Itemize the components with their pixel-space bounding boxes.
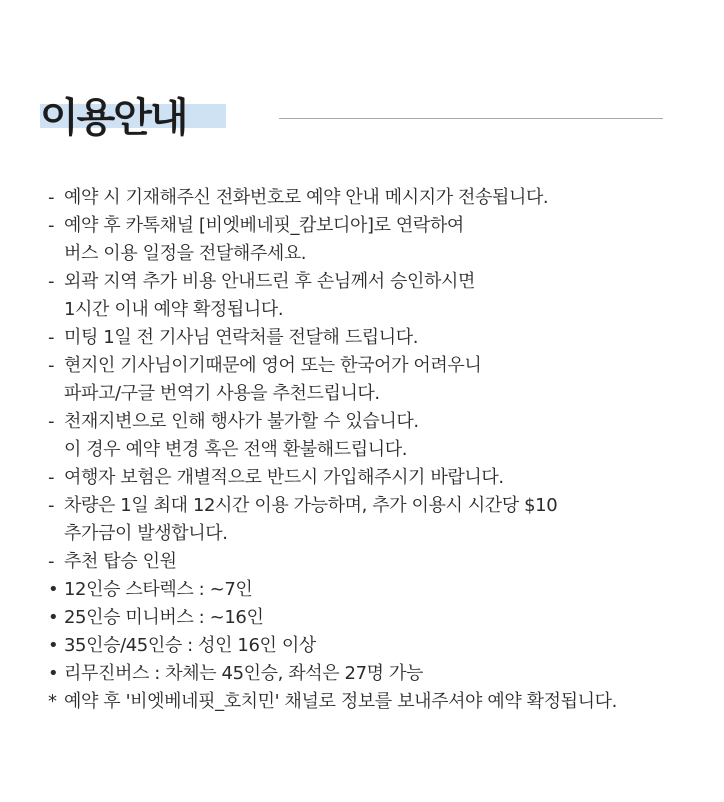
bullet-marker: - <box>48 187 55 208</box>
bullet-marker: - <box>48 411 55 432</box>
info-item <box>48 604 708 632</box>
bullet-marker: * <box>48 691 57 712</box>
info-line: 여행자 보험은 개별적으로 반드시 가입해주시기 바랍니다. <box>64 467 504 488</box>
info-item <box>48 324 708 352</box>
info-item-text <box>64 632 316 660</box>
info-line: 추천 탑승 인원 <box>64 551 177 572</box>
info-item <box>48 688 708 716</box>
bullet-marker: - <box>48 327 55 348</box>
info-line: 파파고/구글 번역기 사용을 추천드립니다. <box>64 383 380 404</box>
info-line: 35인승/45인승 : 성인 16인 이상 <box>64 635 316 656</box>
info-item-text <box>64 492 557 548</box>
info-line: 이 경우 예약 변경 혹은 전액 환불해드립니다. <box>64 439 408 460</box>
info-item <box>48 352 708 408</box>
info-item-text <box>64 408 419 464</box>
page-title: 이용안내 <box>40 95 187 141</box>
info-list <box>48 184 708 716</box>
info-line: 예약 시 기재해주신 전화번호로 예약 안내 메시지가 전송됩니다. <box>64 187 549 208</box>
info-item-text <box>64 184 548 212</box>
info-item <box>48 660 708 688</box>
bullet-marker: - <box>48 215 55 236</box>
bullet-marker: - <box>48 551 55 572</box>
info-item <box>48 632 708 660</box>
info-line: 1시간 이내 예약 확정됩니다. <box>64 299 284 320</box>
bullet-marker: - <box>48 495 55 516</box>
info-item-text <box>64 688 617 716</box>
info-item-text <box>64 324 418 352</box>
info-item <box>48 492 708 548</box>
info-item-text <box>64 604 263 632</box>
info-item-text <box>64 268 475 324</box>
bullet-marker: - <box>48 355 55 376</box>
info-line: 미팅 1일 전 기사님 연락처를 전달해 드립니다. <box>64 327 419 348</box>
info-line: 25인승 미니버스 : ~16인 <box>64 607 264 628</box>
bullet-marker: - <box>48 271 55 292</box>
info-line: 천재지변으로 인해 행사가 불가할 수 있습니다. <box>64 411 419 432</box>
bullet-marker: • <box>48 579 59 600</box>
bullet-marker: • <box>48 607 59 628</box>
info-item <box>48 184 708 212</box>
info-item-text <box>64 548 177 576</box>
info-item <box>48 268 708 324</box>
bullet-marker: • <box>48 635 59 656</box>
info-line: 추가금이 발생합니다. <box>64 523 228 544</box>
info-item-text <box>64 576 252 604</box>
info-item-text <box>64 660 423 688</box>
title-block <box>40 96 187 142</box>
title-divider <box>279 118 663 119</box>
info-item <box>48 212 708 268</box>
info-line: 리무진버스 : 차체는 45인승, 좌석은 27명 가능 <box>64 663 423 684</box>
info-line: 12인승 스타렉스 : ~7인 <box>64 579 253 600</box>
info-line: 예약 후 '비엣베네핏_호치민' 채널로 정보를 보내주셔야 예약 확정됩니다. <box>64 691 617 712</box>
info-item-text <box>64 352 481 408</box>
info-line: 차량은 1일 최대 12시간 이용 가능하며, 추가 이용시 시간당 $10 <box>64 495 558 516</box>
info-item <box>48 464 708 492</box>
info-item <box>48 576 708 604</box>
info-item <box>48 408 708 464</box>
bullet-marker: - <box>48 467 55 488</box>
info-item-text <box>64 212 464 268</box>
info-line: 예약 후 카톡채널 [비엣베네핏_캄보디아]로 연락하여 <box>64 215 464 236</box>
bullet-marker: • <box>48 663 59 684</box>
info-item <box>48 548 708 576</box>
info-line: 현지인 기사님이기때문에 영어 또는 한국어가 어려우니 <box>64 355 482 376</box>
info-item-text <box>64 464 504 492</box>
info-line: 외곽 지역 추가 비용 안내드린 후 손님께서 승인하시면 <box>64 271 475 292</box>
info-line: 버스 이용 일정을 전달해주세요. <box>64 243 307 264</box>
